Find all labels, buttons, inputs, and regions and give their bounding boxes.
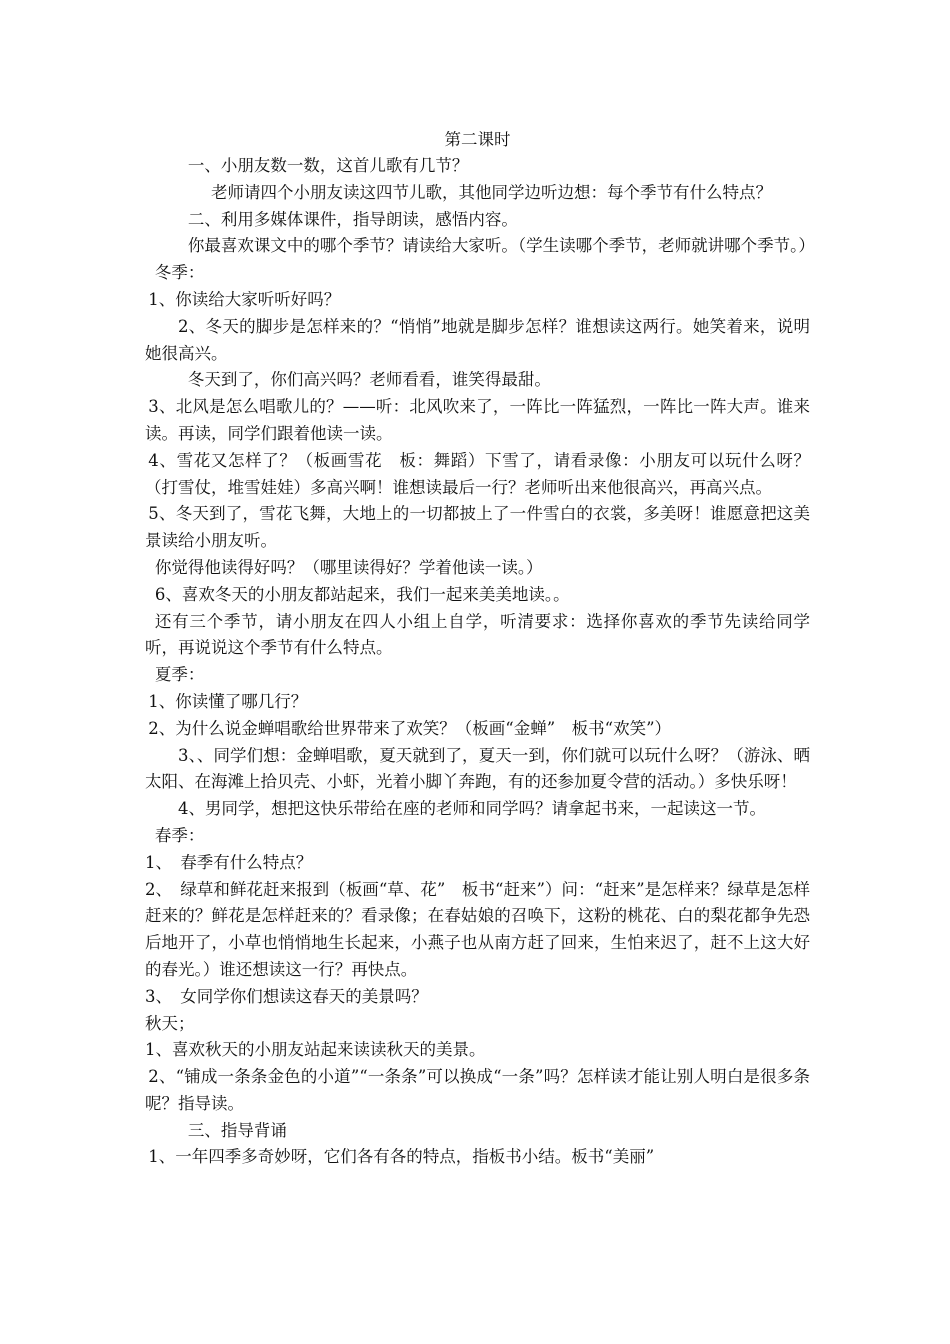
paragraph: 你觉得他读得好吗？（哪里读得好？学着他读一读。） bbox=[154, 557, 543, 577]
document-body bbox=[145, 126, 815, 1171]
paragraph: 6、喜欢冬天的小朋友都站起来，我们一起来美美地读。。 bbox=[154, 584, 570, 604]
paragraph: 二、利用多媒体课件，指导朗读，感悟内容。 bbox=[187, 209, 518, 229]
paragraph: 春季： bbox=[154, 825, 205, 845]
paragraph: 老师请四个小朋友读这四节儿歌，其他同学边听边想：每个季节有什么特点？ bbox=[211, 182, 772, 202]
paragraph: 1、 春季有什么特点？ bbox=[145, 852, 313, 872]
paragraph: 夏季： bbox=[154, 665, 205, 685]
lesson-title: 第二课时 bbox=[444, 130, 511, 149]
paragraph: 2、冬天的脚步是怎样来的？“悄悄”地就是脚步怎样？谁想读这两行。她笑着来，说明她很高兴。 bbox=[145, 316, 810, 363]
paragraph: 1、你读给大家听听好吗？ bbox=[148, 289, 341, 309]
paragraph: 3、、同学们想：金蝉唱歌，夏天就到了，夏天一到，你们就可以玩什么呀？（游泳、晒太阳、在海滩上拾贝壳、小虾，光着小脚丫奔跑，有的还参加夏令营的活动。）多快乐呀！ bbox=[145, 745, 810, 792]
paragraph: 还有三个季节，请小朋友在四人小组上自学，听清要求：选择你喜欢的季节先读给同学听，再说说这个季节有什么特点。 bbox=[145, 611, 810, 658]
paragraph: 你最喜欢课文中的哪个季节？请读给大家听。（学生读哪个季节，老师就讲哪个季节。） bbox=[187, 236, 815, 256]
paragraph: 4、男同学，想把这快乐带给在座的老师和同学吗？请拿起书来，一起读这一节。 bbox=[178, 799, 766, 819]
paragraph: 2、为什么说金蝉唱歌给世界带来了欢笑？（板画“金蝉” 板书“欢笑”） bbox=[148, 718, 672, 738]
paragraph: 3、北风是怎么唱歌儿的？——听：北风吹来了，一阵比一阵猛烈，一阵比一阵大声。谁来读。再读，同学们跟着他读一读。 bbox=[145, 397, 810, 443]
paragraph: 1、一年四季多奇妙呀，它们各有各的特点，指板书小结。板书“美丽” bbox=[148, 1147, 655, 1167]
paragraph: 三、指导背诵 bbox=[187, 1120, 287, 1140]
paragraph: 1、喜欢秋天的小朋友站起来读读秋天的美景。 bbox=[145, 1040, 486, 1060]
paragraph-list bbox=[145, 153, 815, 1171]
paragraph: 4、雪花又怎样了？（板画雪花 板：舞蹈）下雪了，请看录像：小朋友可以玩什么呀？（打雪仗，堆雪娃娃）多高兴啊！谁想读最后一行？老师听出来他很高兴，再高兴点。 bbox=[145, 450, 810, 497]
paragraph: 冬天到了，你们高兴吗？老师看看，谁笑得最甜。 bbox=[187, 370, 551, 390]
paragraph: 2、 绿草和鲜花赶来报到（板画“草、花” 板书“赶来”）问：“赶来”是怎样来？绿草是怎样赶来的？鲜花是怎样赶来的？看录像；在春姑娘的召唤下，这粉的桃花、白的梨花都争先恐后地开了，小草也悄悄地生长起来，小燕子也从南方赶了回来，生怕来迟了，赶不上这大好的春光。）谁还想读这一行？再快点。 bbox=[145, 879, 810, 979]
paragraph: 2、“铺成一条条金色的小道”“一条条”可以换成“一条”吗？怎样读才能让别人明白是很多条呢？指导读。 bbox=[145, 1067, 810, 1113]
paragraph: 5、冬天到了，雪花飞舞，大地上的一切都披上了一件雪白的衣裳，多美呀！谁愿意把这美景读给小朋友听。 bbox=[145, 504, 810, 551]
paragraph: 1、你读懂了哪几行？ bbox=[148, 691, 308, 711]
paragraph: 一、小朋友数一数，这首儿歌有几节？ bbox=[187, 156, 469, 175]
paragraph: 3、 女同学你们想读这春天的美景吗？ bbox=[145, 986, 428, 1006]
paragraph: 秋天； bbox=[145, 1013, 195, 1033]
paragraph: 冬季： bbox=[154, 263, 205, 283]
